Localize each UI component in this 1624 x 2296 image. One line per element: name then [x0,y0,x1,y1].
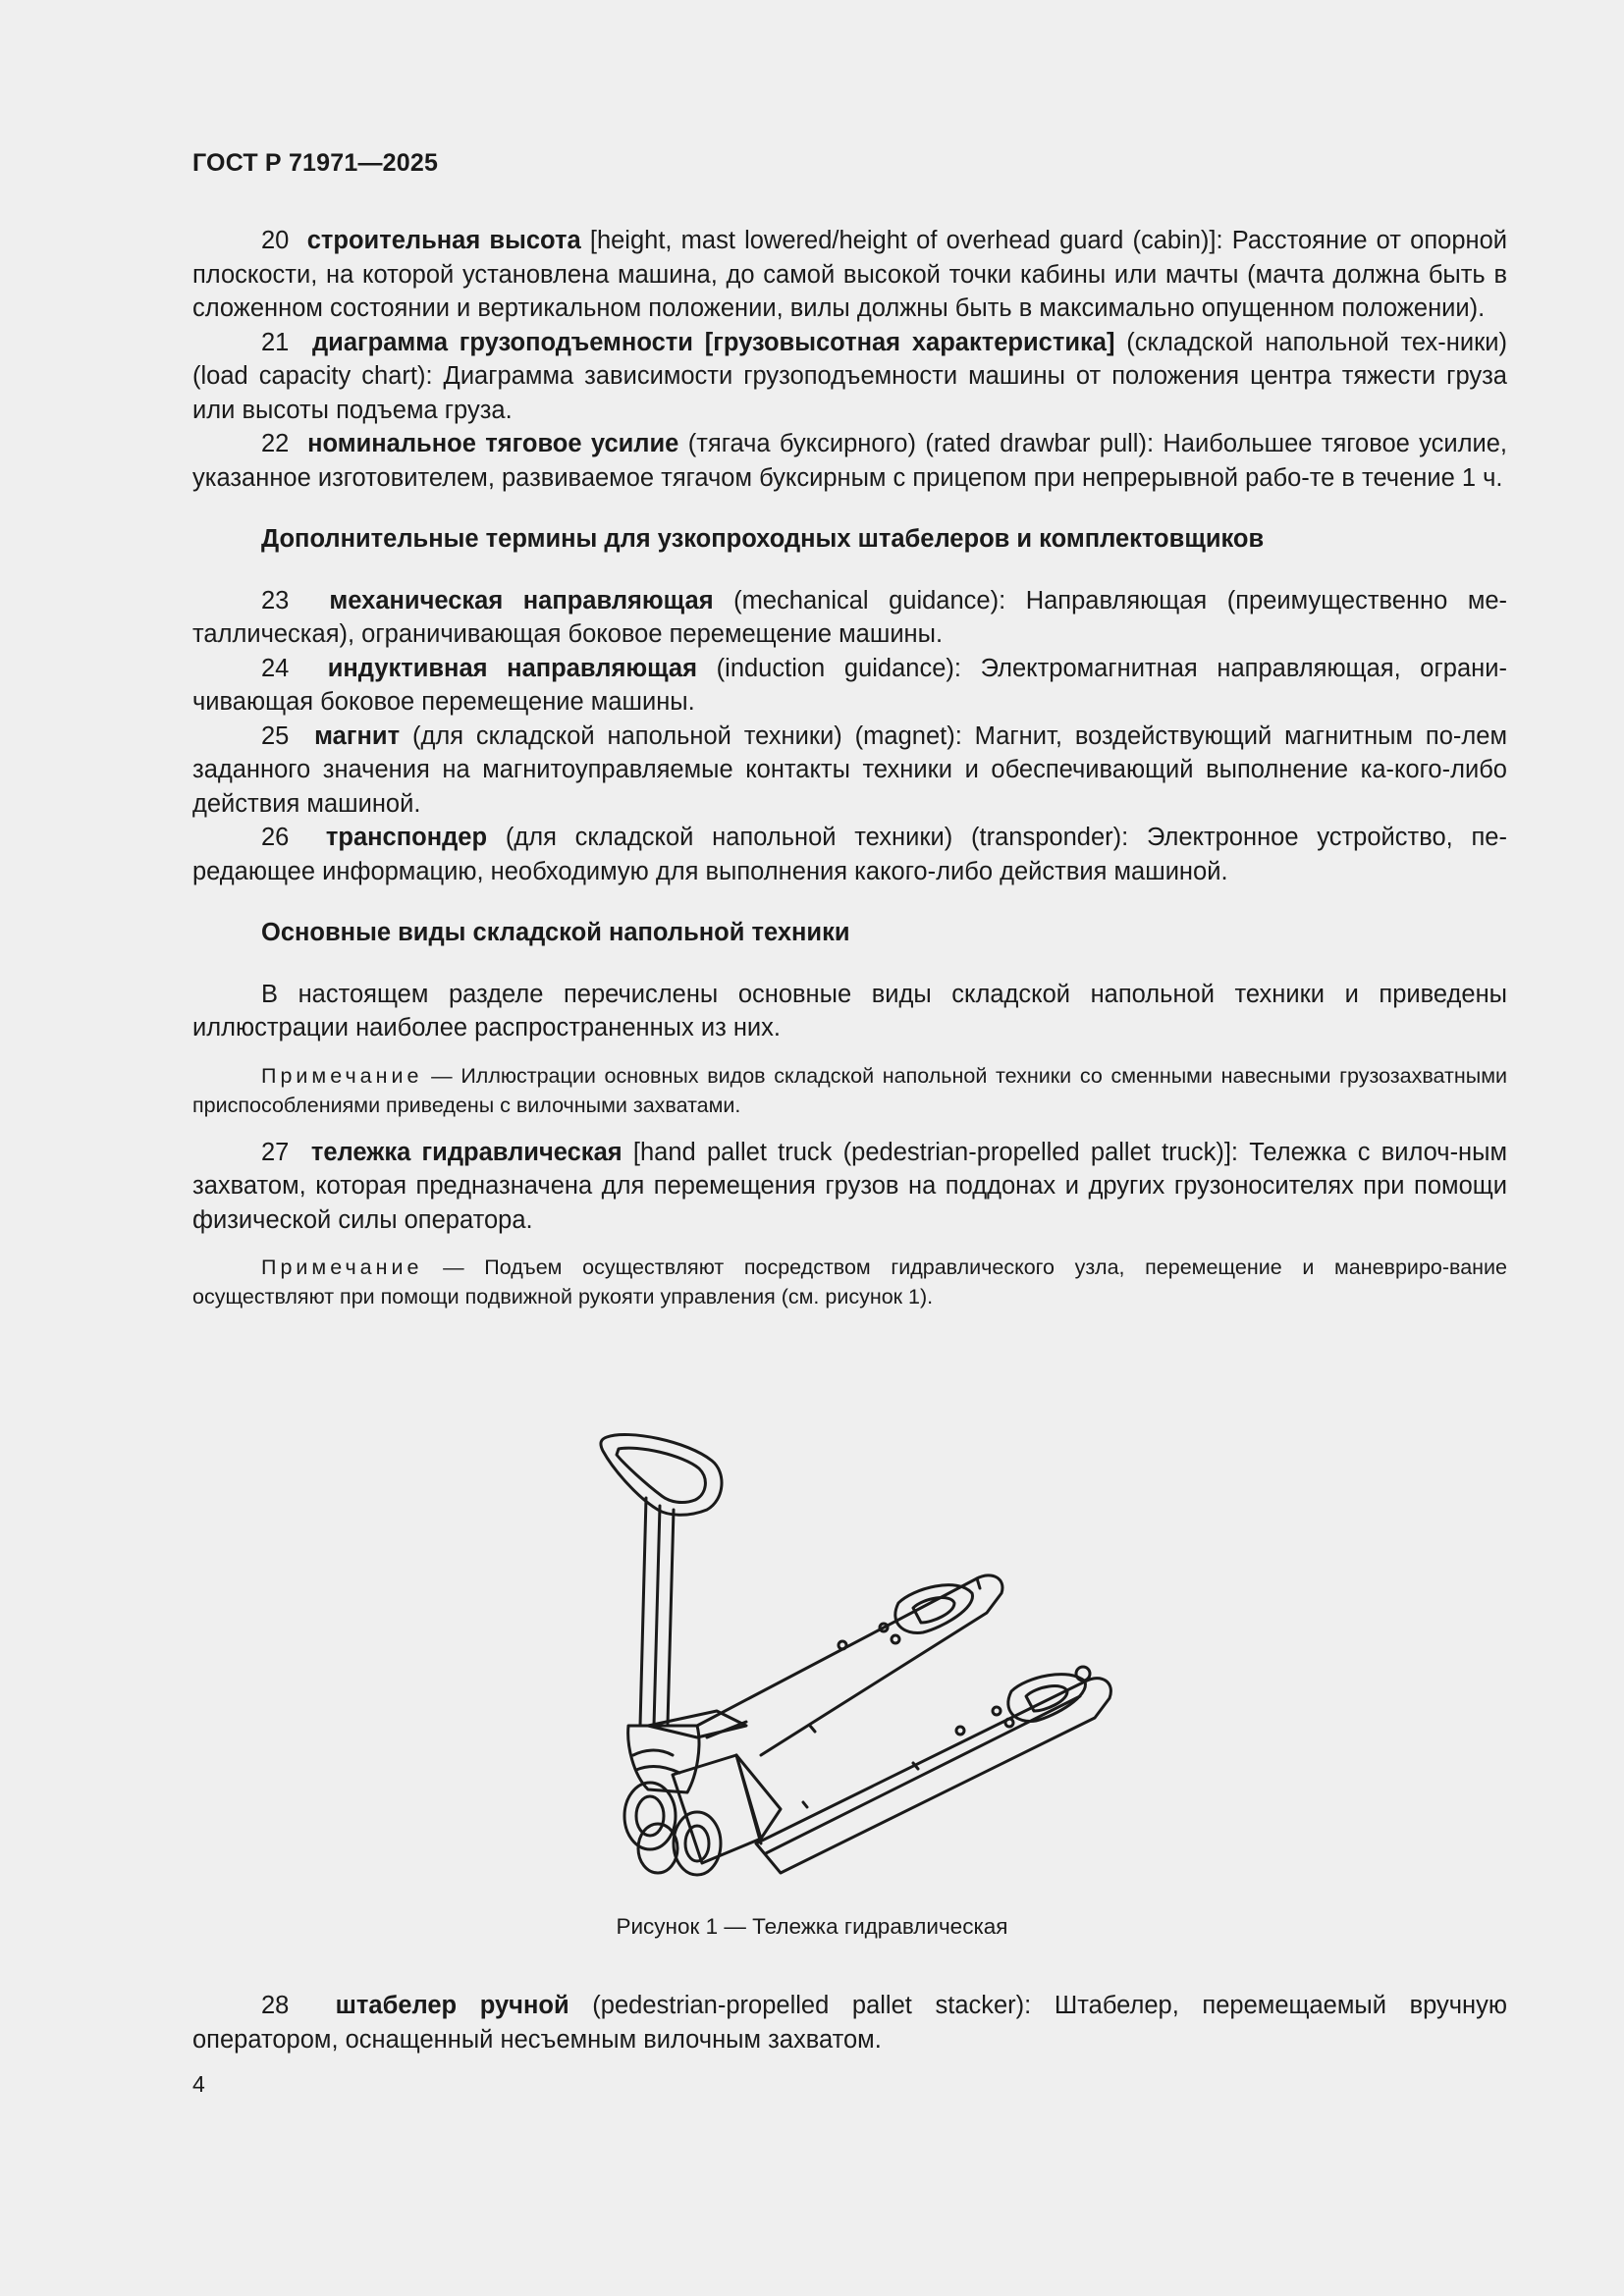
term-22: 22 номинальное тяговое усилие (тягача буксирного) (rated drawbar pull): Наибольшее тяговое усилие, указанное изготовителем, развиваемое тягачом буксирным с прицепом при непрерывной рабо-те в течение 1 ч. [192,430,1508,492]
term-25: 25 магнит (для складской напольной техники) (magnet): Магнит, воздействующий магнитным по-лем заданного значения на магнитоуправляемые контакты техники и обеспечивающий выполнение ка-кого-либо действия машиной. [192,721,1507,818]
page-number: 4 [192,2071,205,2097]
term-20: 20 строительная высота [height, mast lowered/height of overhead guard (cabin)]: Расстояние от опорной плоскости, на которой установлена машина, до самой высокой точки кабины или мачты (мачта должна быть в сложенном состоянии и вертикальном положении, вилы должны быть в максимально опущенном положении). [192,227,1508,322]
section-heading-narrow-aisle: Дополнительные термины для узкопроходных штабелеров и комплектовщиков [261,525,1265,553]
term-24: 24 индуктивная направляющая (induction guidance): Электромагнитная направляющая, ограни-чивающая боковое перемещение машины. [192,654,1507,716]
term-21: 21 диаграмма грузоподъемности [грузовысотная характеристика] (складской напольной тех-ники) (load capacity chart): Диаграмма зависимости грузоподъемности машины от положения центра тяжести груза или высоты подъема груза. [192,328,1507,424]
term-23: 23 механическая направляющая (mechanical guidance): Направляющая (преимущественно ме-таллическая), ограничивающая боковое перемещение машины. [192,586,1508,648]
term-27: 27 тележка гидравлическая [hand pallet truck (pedestrian-propelled pallet truck)]: Тележка с вилоч-ным захватом, которая предназначена для перемещения грузов на поддонах и других грузоносителях при помощи физической силы оператора. [192,1138,1507,1234]
intro-paragraph: В настоящем разделе перечислены основные виды складской напольной техники и приведены иллюстрации наиболее распространенных из них. [192,980,1507,1041]
note-1: Примечание — Иллюстрации основных видов складской напольной техники со сменными навесными грузозахватными приспособлениями приведены с вилочными захватами. [192,1063,1507,1117]
section-heading-main-types: Основные виды складской напольной техники [261,919,850,946]
note-2: Примечание — Подъем осуществляют посредством гидравлического узла, перемещение и маневриро-вание осуществляют при помощи подвижной рукояти управления (см. рисунок 1). [192,1255,1507,1308]
hand-pallet-truck-illustration [589,1431,1119,1912]
main-text [192,224,1507,1311]
term-26: 26 транспондер (для складской напольной техники) (transponder): Электронное устройство, пе-редающее информацию, необходимую для выполнения какого-либо действия машиной. [192,824,1507,885]
document-header: ГОСТ Р 71971—2025 [192,149,439,177]
figure-caption: Рисунок 1 — Тележка гидравлическая [616,1914,1008,1939]
term-28: 28 штабелер ручной (pedestrian-propelled pallet stacker): Штабелер, перемещаемый вручную оператором, оснащенный несъемным вилочным захватом. [192,1992,1508,2054]
